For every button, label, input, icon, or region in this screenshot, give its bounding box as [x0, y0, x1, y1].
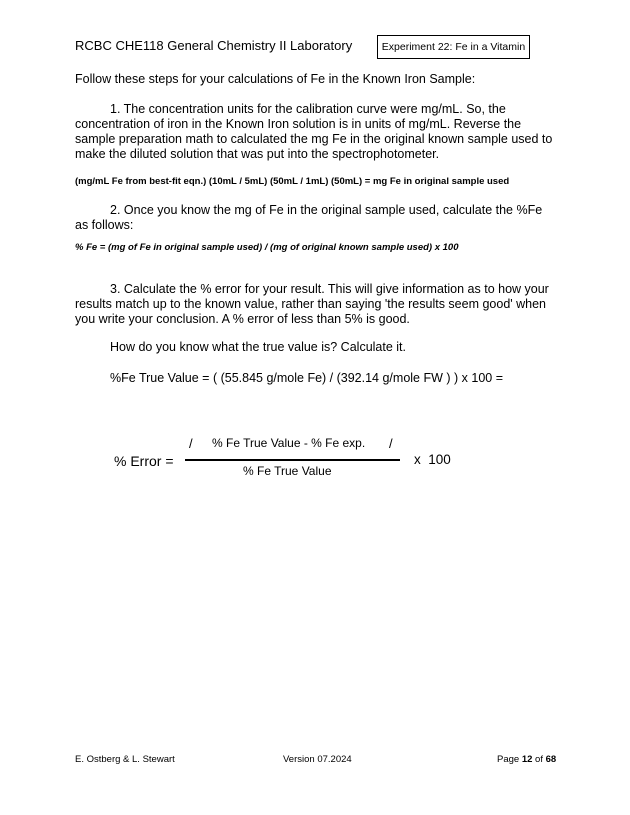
footer-version: Version 07.2024	[283, 754, 352, 765]
error-denominator: % Fe True Value	[243, 464, 332, 478]
step1-text: 1. The concentration units for the calibration curve were mg/mL. So, the concentration of iron in the Known Iron solution is in units of mg/mL. Reverse the sample preparation math to calculated the mg Fe in the original known sample used to make the diluted solution that was put into the spectrophotometer.	[75, 102, 553, 161]
true-value-formula: %Fe True Value = ( (55.845 g/mole Fe) / (392.14 g/mole FW ) ) x 100 =	[110, 371, 503, 385]
fraction-bar	[185, 459, 400, 461]
page-of: of	[535, 754, 543, 765]
page-total: 68	[545, 754, 557, 765]
intro-text: Follow these steps for your calculations of Fe in the Known Iron Sample:	[75, 72, 476, 86]
step3-text: 3. Calculate the % error for your result. This will give information as to how your results match up to the known value, rather than saying 'the results seem good' when you write your conclusion. A % error of less than 5% is good.	[75, 282, 549, 326]
experiment-label-box: Experiment 22: Fe in a Vitamin	[377, 35, 530, 59]
error-abs-bar-left: /	[189, 436, 193, 451]
true-value-question: How do you know what the true value is? Calculate it.	[110, 340, 406, 354]
error-lhs: % Error =	[114, 453, 174, 469]
step1-equation: (mg/mL Fe from best-fit eqn.) (10mL / 5mL) (50mL / 1mL) (50mL) = mg Fe in original sample used	[75, 176, 510, 187]
footer-page-number	[497, 754, 556, 765]
header-title: RCBC CHE118 General Chemistry II Laboratory	[75, 38, 353, 53]
error-multiplier: x 100	[414, 452, 451, 467]
error-abs-bar-right: /	[389, 436, 393, 451]
page-prefix: Page	[497, 754, 520, 765]
footer-authors: E. Ostberg & L. Stewart	[75, 754, 175, 765]
step2-equation: % Fe = (mg of Fe in original sample used) / (mg of original known sample used) x 100	[75, 242, 459, 253]
page-current: 12	[521, 754, 533, 765]
error-numerator: % Fe True Value - % Fe exp.	[212, 436, 366, 450]
step2-text: 2. Once you know the mg of Fe in the original sample used, calculate the %Fe as follows:	[75, 203, 543, 232]
